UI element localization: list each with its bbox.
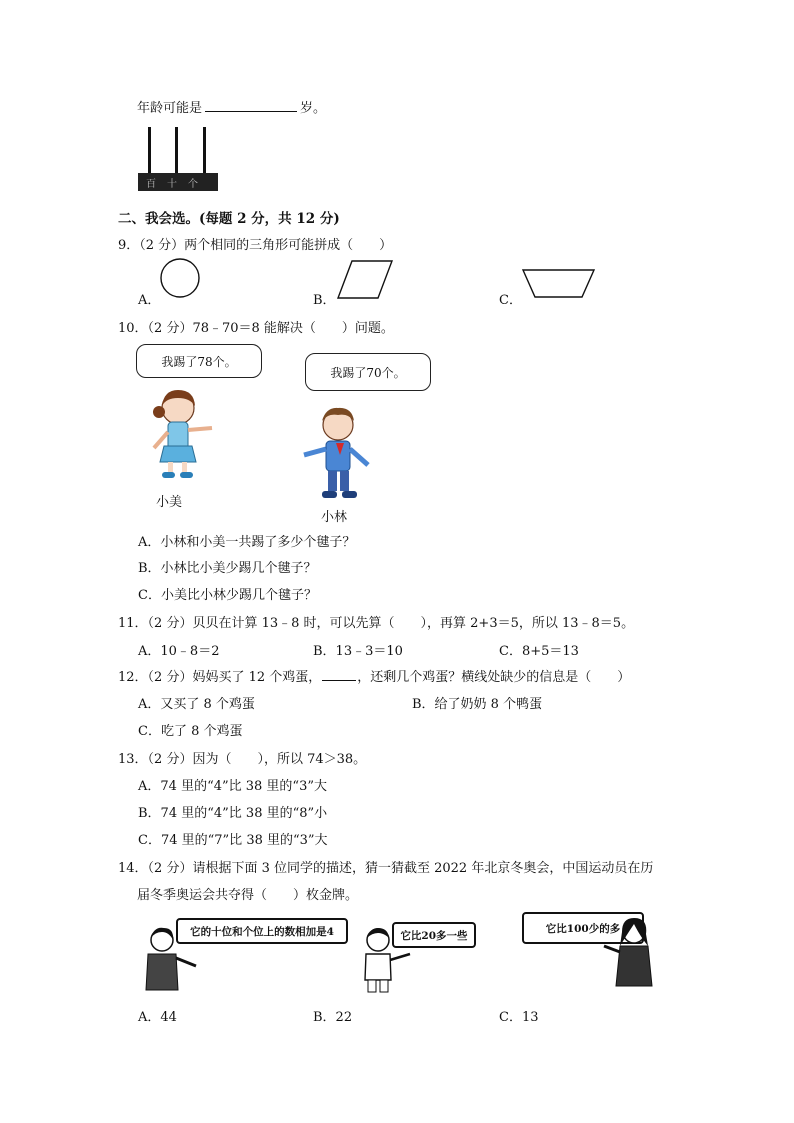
- circle-shape: [160, 258, 202, 300]
- q11-option-c[interactable]: C．8+5＝13: [499, 644, 579, 659]
- girl-figure: [140, 386, 220, 486]
- boy-name: 小林: [321, 510, 348, 525]
- q11-option-b[interactable]: B．13﹣3＝10: [313, 644, 403, 659]
- q10-option-c[interactable]: C．小美比小林少踢几个毽子？: [138, 588, 317, 603]
- q14-option-c[interactable]: C．13: [499, 1010, 539, 1025]
- section-title: 二、我会选。(每题 2 分，共 12 分): [118, 211, 340, 227]
- q12-option-c[interactable]: C．吃了 8 个鸡蛋: [138, 724, 243, 739]
- q14-option-b[interactable]: B．22: [313, 1010, 353, 1025]
- q13-option-b[interactable]: B．74 里的“4”比 38 里的“8”小: [138, 806, 328, 821]
- student2-bubble: 它比20多一些: [392, 922, 476, 948]
- abacus-label: 百十个: [146, 179, 209, 190]
- student3-figure: [604, 914, 664, 990]
- q10-option-b[interactable]: B．小林比小美少踢几个毽子？: [138, 561, 317, 576]
- girl-name: 小美: [156, 495, 183, 510]
- q13-option-c[interactable]: C．74 里的“7”比 38 里的“3”大: [138, 833, 328, 848]
- q11-option-a[interactable]: A．10﹣8＝2: [138, 644, 220, 659]
- q10-option-a[interactable]: A．小林和小美一共踢了多少个毽子？: [138, 535, 356, 550]
- trapezoid-shape: [522, 269, 596, 299]
- student1-bubble: 它的十位和个位上的数相加是4: [176, 918, 348, 944]
- q12-stem: 12．（2 分）妈妈买了 12 个鸡蛋， ，还剩几个鸡蛋？横线处缺少的信息是（ ）: [118, 670, 631, 685]
- q10-stem: 10．（2 分）78﹣70＝8 能解决（ ）问题。: [118, 321, 394, 336]
- speech-bubble-girl: 我踢了78个。: [136, 344, 262, 378]
- parallelogram-shape: [336, 260, 396, 300]
- q9-stem: 9．（2 分）两个相同的三角形可能拼成（ ）: [118, 238, 393, 253]
- q13-option-a[interactable]: A．74 里的“4”比 38 里的“3”大: [138, 779, 327, 794]
- student1-figure: [142, 924, 202, 994]
- answer-blank[interactable]: [205, 99, 297, 112]
- q14-stem-line2: 届冬季奥运会共夺得（ ）枚金牌。: [137, 888, 359, 903]
- q14-option-a[interactable]: A．44: [138, 1010, 177, 1025]
- q9-option-a[interactable]: A．: [138, 293, 161, 308]
- q13-stem: 13．（2 分）因为（ ），所以 74＞38。: [118, 752, 367, 767]
- student3-bubble: 它比100少的多: [522, 912, 644, 944]
- boy-figure: [300, 403, 380, 505]
- q14-stem-line1: 14．（2 分）请根据下面 3 位同学的描述，猜一猜截至 2022 年北京冬奥会，中国运动员在历: [118, 861, 654, 876]
- q12-option-a[interactable]: A．又买了 8 个鸡蛋: [138, 697, 255, 712]
- q12-option-b[interactable]: B．给了奶奶 8 个鸭蛋: [412, 697, 543, 712]
- q9-option-c[interactable]: C．: [499, 293, 522, 308]
- q8-tail: 年龄可能是 岁。: [137, 101, 327, 116]
- info-blank[interactable]: [322, 669, 356, 681]
- q9-option-b[interactable]: B．: [313, 293, 336, 308]
- q11-stem: 11．（2 分）贝贝在计算 13﹣8 时，可以先算（ ），再算 2+3＝5，所以 13﹣8＝5。: [118, 616, 635, 631]
- speech-bubble-boy: 我踢了70个。: [305, 353, 431, 391]
- student2-figure: [358, 924, 418, 994]
